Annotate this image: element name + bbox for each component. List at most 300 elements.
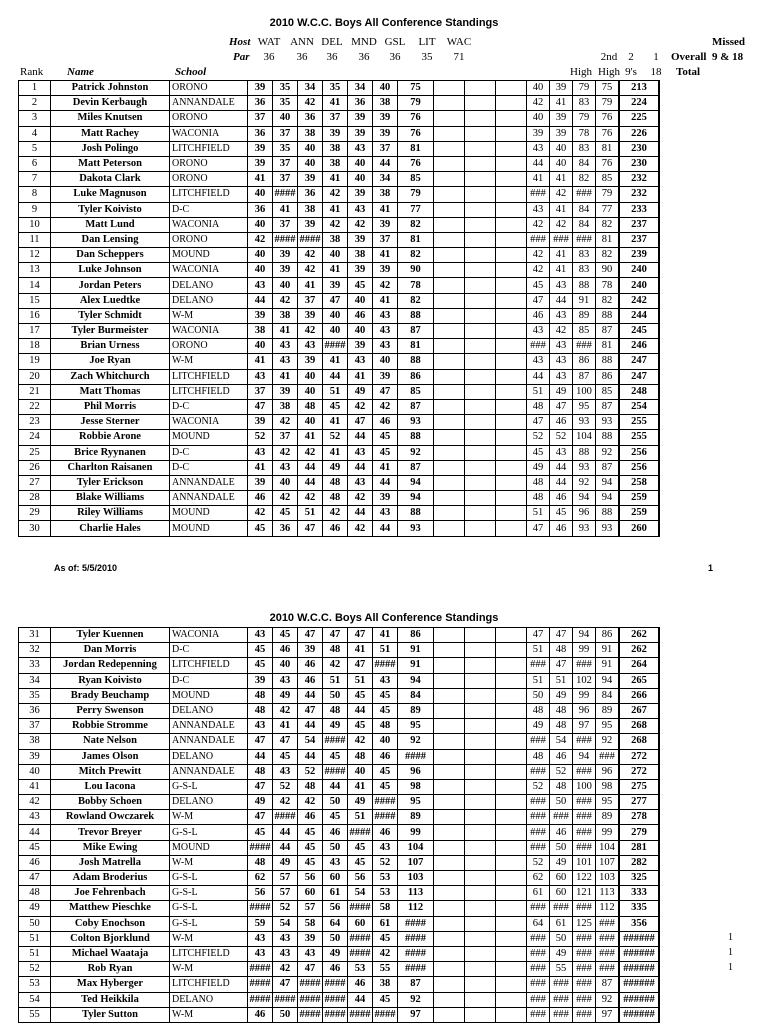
empty-cell bbox=[465, 172, 496, 187]
score-wat: 42 bbox=[248, 506, 273, 521]
nines-cell: 82 bbox=[573, 172, 596, 187]
total-cell: 265 bbox=[619, 673, 659, 688]
score-wac: 97 bbox=[398, 1007, 434, 1022]
rank-cell: 49 bbox=[19, 901, 51, 916]
empty-cell bbox=[465, 156, 496, 171]
nines-cell: 100 bbox=[573, 384, 596, 399]
empty-cell bbox=[496, 521, 527, 536]
total-cell: 325 bbox=[619, 871, 659, 886]
total-cell: 225 bbox=[619, 111, 659, 126]
high-cell: 48 bbox=[527, 491, 550, 506]
table-row bbox=[19, 506, 660, 521]
score-wac: 86 bbox=[398, 369, 434, 384]
eighteen-cell: 81 bbox=[596, 141, 620, 156]
empty-cell bbox=[496, 141, 527, 156]
empty-cell bbox=[465, 840, 496, 855]
eighteen-bottom: 18 bbox=[650, 66, 662, 78]
score-lit: 53 bbox=[373, 871, 398, 886]
score-gsl: #### bbox=[348, 901, 373, 916]
empty-cell bbox=[434, 871, 465, 886]
nines-cell: 88 bbox=[573, 445, 596, 460]
name-cell: Matt Rachey bbox=[51, 126, 170, 141]
table-row bbox=[19, 703, 660, 718]
score-wac: #### bbox=[398, 962, 434, 977]
name-cell: Devin Kerbaugh bbox=[51, 96, 170, 111]
score-wac: 98 bbox=[398, 779, 434, 794]
empty-cell bbox=[465, 916, 496, 931]
score-gsl: 39 bbox=[348, 232, 373, 247]
score-mnd: 44 bbox=[323, 369, 348, 384]
total-cell: 262 bbox=[619, 628, 659, 643]
score-del: 44 bbox=[298, 719, 323, 734]
empty-cell bbox=[496, 460, 527, 475]
school-cell: G-S-L bbox=[170, 901, 248, 916]
empty-cell bbox=[465, 749, 496, 764]
score-lit: 41 bbox=[373, 628, 398, 643]
school-cell: WACONIA bbox=[170, 263, 248, 278]
score-wat: 37 bbox=[248, 111, 273, 126]
score-del: 44 bbox=[298, 749, 323, 764]
score-ann: 45 bbox=[273, 749, 298, 764]
score-del: 39 bbox=[298, 643, 323, 658]
school-cell: W-M bbox=[170, 1007, 248, 1022]
score-wat: 52 bbox=[248, 430, 273, 445]
empty-cell bbox=[434, 324, 465, 339]
empty-cell bbox=[434, 278, 465, 293]
empty-cell bbox=[434, 81, 465, 96]
total-cell: 247 bbox=[619, 354, 659, 369]
score-mnd: 49 bbox=[323, 460, 348, 475]
school-cell: ORONO bbox=[170, 232, 248, 247]
nines-cell: ### bbox=[573, 931, 596, 946]
score-wac: 82 bbox=[398, 293, 434, 308]
course-par: 36 bbox=[296, 51, 308, 63]
course-code: MND bbox=[351, 36, 377, 48]
name-cell: Riley Williams bbox=[51, 506, 170, 521]
school-cell: DELANO bbox=[170, 992, 248, 1007]
empty-cell bbox=[496, 232, 527, 247]
table-row bbox=[19, 111, 660, 126]
empty-cell bbox=[465, 962, 496, 977]
empty-cell bbox=[496, 475, 527, 490]
score-wat: 43 bbox=[248, 369, 273, 384]
score-wac: 81 bbox=[398, 141, 434, 156]
score-ann: 37 bbox=[273, 156, 298, 171]
score-gsl: #### bbox=[348, 946, 373, 961]
school-cell: G-S-L bbox=[170, 779, 248, 794]
empty-cell bbox=[465, 810, 496, 825]
empty-cell bbox=[434, 916, 465, 931]
score-del: 36 bbox=[298, 187, 323, 202]
score-ann: 52 bbox=[273, 779, 298, 794]
score-lit: 41 bbox=[373, 202, 398, 217]
score-wat: 45 bbox=[248, 643, 273, 658]
high-cell: 43 bbox=[527, 324, 550, 339]
name-cell: Luke Magnuson bbox=[51, 187, 170, 202]
empty-cell bbox=[434, 156, 465, 171]
second-high-cell: 40 bbox=[550, 156, 573, 171]
name-cell: Perry Swenson bbox=[51, 703, 170, 718]
empty-cell bbox=[465, 825, 496, 840]
score-gsl: 43 bbox=[348, 445, 373, 460]
high-cell: 48 bbox=[527, 703, 550, 718]
score-wat: 43 bbox=[248, 278, 273, 293]
score-del: 40 bbox=[298, 384, 323, 399]
empty-cell bbox=[434, 430, 465, 445]
empty-cell bbox=[465, 977, 496, 992]
high-cell: ### bbox=[527, 931, 550, 946]
empty-cell bbox=[434, 795, 465, 810]
school-cell: D-C bbox=[170, 445, 248, 460]
rank-cell: 45 bbox=[19, 840, 51, 855]
score-gsl: #### bbox=[348, 1007, 373, 1022]
empty-cell bbox=[496, 415, 527, 430]
high-cell: 40 bbox=[527, 111, 550, 126]
eighteen-cell: 99 bbox=[596, 825, 620, 840]
second-high-cell: ### bbox=[550, 810, 573, 825]
score-gsl: 42 bbox=[348, 521, 373, 536]
score-ann: #### bbox=[273, 187, 298, 202]
high-cell: 52 bbox=[527, 855, 550, 870]
score-wat: 48 bbox=[248, 855, 273, 870]
score-wat: 41 bbox=[248, 460, 273, 475]
school-cell: WACONIA bbox=[170, 415, 248, 430]
score-mnd: 38 bbox=[323, 232, 348, 247]
nines-cell: ### bbox=[573, 1007, 596, 1022]
score-lit: 39 bbox=[373, 263, 398, 278]
eighteen-cell: 95 bbox=[596, 795, 620, 810]
score-wac: 89 bbox=[398, 810, 434, 825]
name-cell: James Olson bbox=[51, 749, 170, 764]
school-cell: D-C bbox=[170, 673, 248, 688]
score-gsl: 40 bbox=[348, 764, 373, 779]
score-mnd: 41 bbox=[323, 415, 348, 430]
nines-cell: 92 bbox=[573, 475, 596, 490]
empty-cell bbox=[496, 673, 527, 688]
empty-cell bbox=[434, 1007, 465, 1022]
second-high-cell: 48 bbox=[550, 703, 573, 718]
score-mnd: 42 bbox=[323, 217, 348, 232]
second-high-cell: 51 bbox=[550, 673, 573, 688]
rank-cell: 47 bbox=[19, 871, 51, 886]
nines-cell: 96 bbox=[573, 506, 596, 521]
high-cell: 51 bbox=[527, 673, 550, 688]
name-cell: Dan Scheppers bbox=[51, 248, 170, 263]
course-par: 36 bbox=[389, 51, 401, 63]
eighteen-cell: 95 bbox=[596, 719, 620, 734]
school-cell: ANNANDALE bbox=[170, 719, 248, 734]
score-ann: 40 bbox=[273, 278, 298, 293]
eighteen-cell: 96 bbox=[596, 764, 620, 779]
high-cell: ### bbox=[527, 764, 550, 779]
eighteen-cell: ### bbox=[596, 916, 620, 931]
name-cell: Rowland Owczarek bbox=[51, 810, 170, 825]
score-lit: 44 bbox=[373, 521, 398, 536]
table-row bbox=[19, 399, 660, 414]
score-wat: 49 bbox=[248, 795, 273, 810]
rank-cell: 7 bbox=[19, 172, 51, 187]
course-par: 36 bbox=[326, 51, 338, 63]
score-gsl: 39 bbox=[348, 187, 373, 202]
eighteen-cell: 88 bbox=[596, 308, 620, 323]
score-mnd: 38 bbox=[323, 156, 348, 171]
score-gsl: #### bbox=[348, 931, 373, 946]
eighteen-cell: 89 bbox=[596, 703, 620, 718]
school-cell: LITCHFIELD bbox=[170, 141, 248, 156]
eighteen-cell: 86 bbox=[596, 369, 620, 384]
high-cell: 47 bbox=[527, 293, 550, 308]
total-cell: 255 bbox=[619, 415, 659, 430]
rank-cell: 14 bbox=[19, 278, 51, 293]
score-lit: 45 bbox=[373, 703, 398, 718]
table-row bbox=[19, 96, 660, 111]
total-cell: 240 bbox=[619, 263, 659, 278]
table-row bbox=[19, 643, 660, 658]
score-del: 37 bbox=[298, 293, 323, 308]
rank-cell: 10 bbox=[19, 217, 51, 232]
name-cell: Brady Beuchamp bbox=[51, 688, 170, 703]
second-high-cell: 47 bbox=[550, 628, 573, 643]
nines-cell: 122 bbox=[573, 871, 596, 886]
empty-cell bbox=[496, 992, 527, 1007]
score-lit: 41 bbox=[373, 248, 398, 263]
name-cell: Jesse Sterner bbox=[51, 415, 170, 430]
empty-cell bbox=[465, 946, 496, 961]
second-high-cell: ### bbox=[550, 232, 573, 247]
second-high-cell: 46 bbox=[550, 415, 573, 430]
high-cell: ### bbox=[527, 658, 550, 673]
second-high-cell: 41 bbox=[550, 248, 573, 263]
name-cell: Mitch Prewitt bbox=[51, 764, 170, 779]
eighteen-cell: 82 bbox=[596, 248, 620, 263]
empty-cell bbox=[434, 339, 465, 354]
school-cell: DELANO bbox=[170, 795, 248, 810]
eighteen-cell: 79 bbox=[596, 96, 620, 111]
eighteen-cell: 86 bbox=[596, 628, 620, 643]
score-wac: #### bbox=[398, 946, 434, 961]
score-lit: 46 bbox=[373, 825, 398, 840]
score-wac: #### bbox=[398, 916, 434, 931]
score-lit: 55 bbox=[373, 962, 398, 977]
total-cell: 275 bbox=[619, 779, 659, 794]
score-wat: #### bbox=[248, 901, 273, 916]
table-row bbox=[19, 475, 660, 490]
eighteen-cell: 76 bbox=[596, 126, 620, 141]
score-wat: 47 bbox=[248, 399, 273, 414]
page-title: 2010 W.C.C. Boys All Conference Standings bbox=[269, 17, 499, 29]
score-mnd: 50 bbox=[323, 840, 348, 855]
score-del: 38 bbox=[298, 126, 323, 141]
rank-cell: 27 bbox=[19, 475, 51, 490]
empty-cell bbox=[465, 734, 496, 749]
name-cell: Charlton Raisanen bbox=[51, 460, 170, 475]
score-wac: 87 bbox=[398, 399, 434, 414]
score-wat: 39 bbox=[248, 81, 273, 96]
high-cell: 48 bbox=[527, 475, 550, 490]
score-wat: #### bbox=[248, 962, 273, 977]
nines-cell: ### bbox=[573, 810, 596, 825]
rank-cell: 15 bbox=[19, 293, 51, 308]
course-par: 36 bbox=[358, 51, 370, 63]
total-cell: 268 bbox=[619, 719, 659, 734]
second-high-cell: 43 bbox=[550, 339, 573, 354]
score-del: 39 bbox=[298, 931, 323, 946]
course-code: ANN bbox=[290, 36, 314, 48]
name-cell: Colton Bjorklund bbox=[51, 931, 170, 946]
score-wac: 81 bbox=[398, 232, 434, 247]
score-lit: #### bbox=[373, 658, 398, 673]
score-mnd: 37 bbox=[323, 111, 348, 126]
school-cell: W-M bbox=[170, 855, 248, 870]
empty-cell bbox=[496, 506, 527, 521]
score-wat: 44 bbox=[248, 293, 273, 308]
empty-cell bbox=[496, 491, 527, 506]
rank-cell: 16 bbox=[19, 308, 51, 323]
score-mnd: 50 bbox=[323, 795, 348, 810]
score-wac: 99 bbox=[398, 825, 434, 840]
score-wat: 43 bbox=[248, 931, 273, 946]
score-gsl: 43 bbox=[348, 475, 373, 490]
empty-cell bbox=[465, 308, 496, 323]
second-high-cell: 61 bbox=[550, 916, 573, 931]
score-mnd: 44 bbox=[323, 779, 348, 794]
total-cell: 240 bbox=[619, 278, 659, 293]
total-cell: 262 bbox=[619, 643, 659, 658]
table-row bbox=[19, 491, 660, 506]
school-cell: WACONIA bbox=[170, 324, 248, 339]
score-lit: 43 bbox=[373, 324, 398, 339]
empty-cell bbox=[496, 901, 527, 916]
score-wac: 92 bbox=[398, 734, 434, 749]
high-cell: ### bbox=[527, 339, 550, 354]
high-cell: 40 bbox=[527, 81, 550, 96]
score-wac: 76 bbox=[398, 111, 434, 126]
score-ann: 54 bbox=[273, 916, 298, 931]
score-lit: 40 bbox=[373, 81, 398, 96]
empty-cell bbox=[496, 187, 527, 202]
nines-cell: 83 bbox=[573, 263, 596, 278]
second-high-cell: 45 bbox=[550, 506, 573, 521]
rank-cell: 32 bbox=[19, 643, 51, 658]
empty-cell bbox=[465, 643, 496, 658]
score-del: 57 bbox=[298, 901, 323, 916]
empty-cell bbox=[496, 111, 527, 126]
score-wac: 85 bbox=[398, 172, 434, 187]
second-high-cell: 42 bbox=[550, 187, 573, 202]
empty-cell bbox=[496, 840, 527, 855]
score-wac: 88 bbox=[398, 430, 434, 445]
score-ann: 43 bbox=[273, 931, 298, 946]
score-del: 46 bbox=[298, 658, 323, 673]
empty-cell bbox=[465, 475, 496, 490]
score-gsl: 43 bbox=[348, 202, 373, 217]
score-lit: 37 bbox=[373, 141, 398, 156]
high-cell: ### bbox=[527, 825, 550, 840]
table-row bbox=[19, 369, 660, 384]
score-lit: 39 bbox=[373, 491, 398, 506]
name-cell: Luke Johnson bbox=[51, 263, 170, 278]
score-del: #### bbox=[298, 992, 323, 1007]
score-del: 39 bbox=[298, 217, 323, 232]
school-cell: MOUND bbox=[170, 506, 248, 521]
high-cell: 49 bbox=[527, 719, 550, 734]
empty-cell bbox=[465, 81, 496, 96]
empty-cell bbox=[434, 293, 465, 308]
score-lit: 37 bbox=[373, 232, 398, 247]
empty-cell bbox=[434, 673, 465, 688]
score-wat: 36 bbox=[248, 96, 273, 111]
total-cell: 277 bbox=[619, 795, 659, 810]
empty-cell bbox=[465, 673, 496, 688]
empty-cell bbox=[496, 810, 527, 825]
nines-cell: ### bbox=[573, 764, 596, 779]
score-gsl: 38 bbox=[348, 248, 373, 263]
score-ann: #### bbox=[273, 810, 298, 825]
empty-cell bbox=[465, 324, 496, 339]
school-cell: G-S-L bbox=[170, 886, 248, 901]
rank-cell: 23 bbox=[19, 415, 51, 430]
course-par: 36 bbox=[263, 51, 275, 63]
nines-cell: 104 bbox=[573, 430, 596, 445]
eighteen-cell: 75 bbox=[596, 81, 620, 96]
score-lit: 39 bbox=[373, 111, 398, 126]
rank-cell: 55 bbox=[19, 1007, 51, 1022]
score-ann: 36 bbox=[273, 521, 298, 536]
school-cell: ORONO bbox=[170, 339, 248, 354]
high-cell: 42 bbox=[527, 248, 550, 263]
nines-cell: 79 bbox=[573, 81, 596, 96]
score-mnd: 47 bbox=[323, 293, 348, 308]
total-cell: 258 bbox=[619, 475, 659, 490]
total-cell: 226 bbox=[619, 126, 659, 141]
score-wat: 47 bbox=[248, 734, 273, 749]
score-ann: 42 bbox=[273, 491, 298, 506]
second-high-cell: 39 bbox=[550, 111, 573, 126]
score-wat: 47 bbox=[248, 810, 273, 825]
eighteen-cell: 113 bbox=[596, 886, 620, 901]
table-row bbox=[19, 795, 660, 810]
school-cell: D-C bbox=[170, 460, 248, 475]
rank-cell: 33 bbox=[19, 658, 51, 673]
score-lit: 51 bbox=[373, 643, 398, 658]
empty-cell bbox=[434, 521, 465, 536]
empty-cell bbox=[434, 962, 465, 977]
score-gsl: 40 bbox=[348, 172, 373, 187]
total-cell: 259 bbox=[619, 506, 659, 521]
score-gsl: 41 bbox=[348, 369, 373, 384]
nines-cell: 121 bbox=[573, 886, 596, 901]
score-wat: 40 bbox=[248, 263, 273, 278]
score-gsl: 56 bbox=[348, 871, 373, 886]
score-wac: 112 bbox=[398, 901, 434, 916]
empty-cell bbox=[496, 308, 527, 323]
name-cell: Bobby Schoen bbox=[51, 795, 170, 810]
empty-cell bbox=[496, 248, 527, 263]
table-row bbox=[19, 202, 660, 217]
name-cell: Lou Iacona bbox=[51, 779, 170, 794]
course-code: GSL bbox=[384, 36, 406, 48]
rank-cell: 43 bbox=[19, 810, 51, 825]
empty-cell bbox=[465, 369, 496, 384]
empty-cell bbox=[496, 324, 527, 339]
score-ann: 40 bbox=[273, 475, 298, 490]
empty-cell bbox=[496, 931, 527, 946]
high-cell: 47 bbox=[527, 415, 550, 430]
score-gsl: 44 bbox=[348, 703, 373, 718]
table-row bbox=[19, 172, 660, 187]
score-del: 48 bbox=[298, 399, 323, 414]
name-cell: Josh Matrella bbox=[51, 855, 170, 870]
